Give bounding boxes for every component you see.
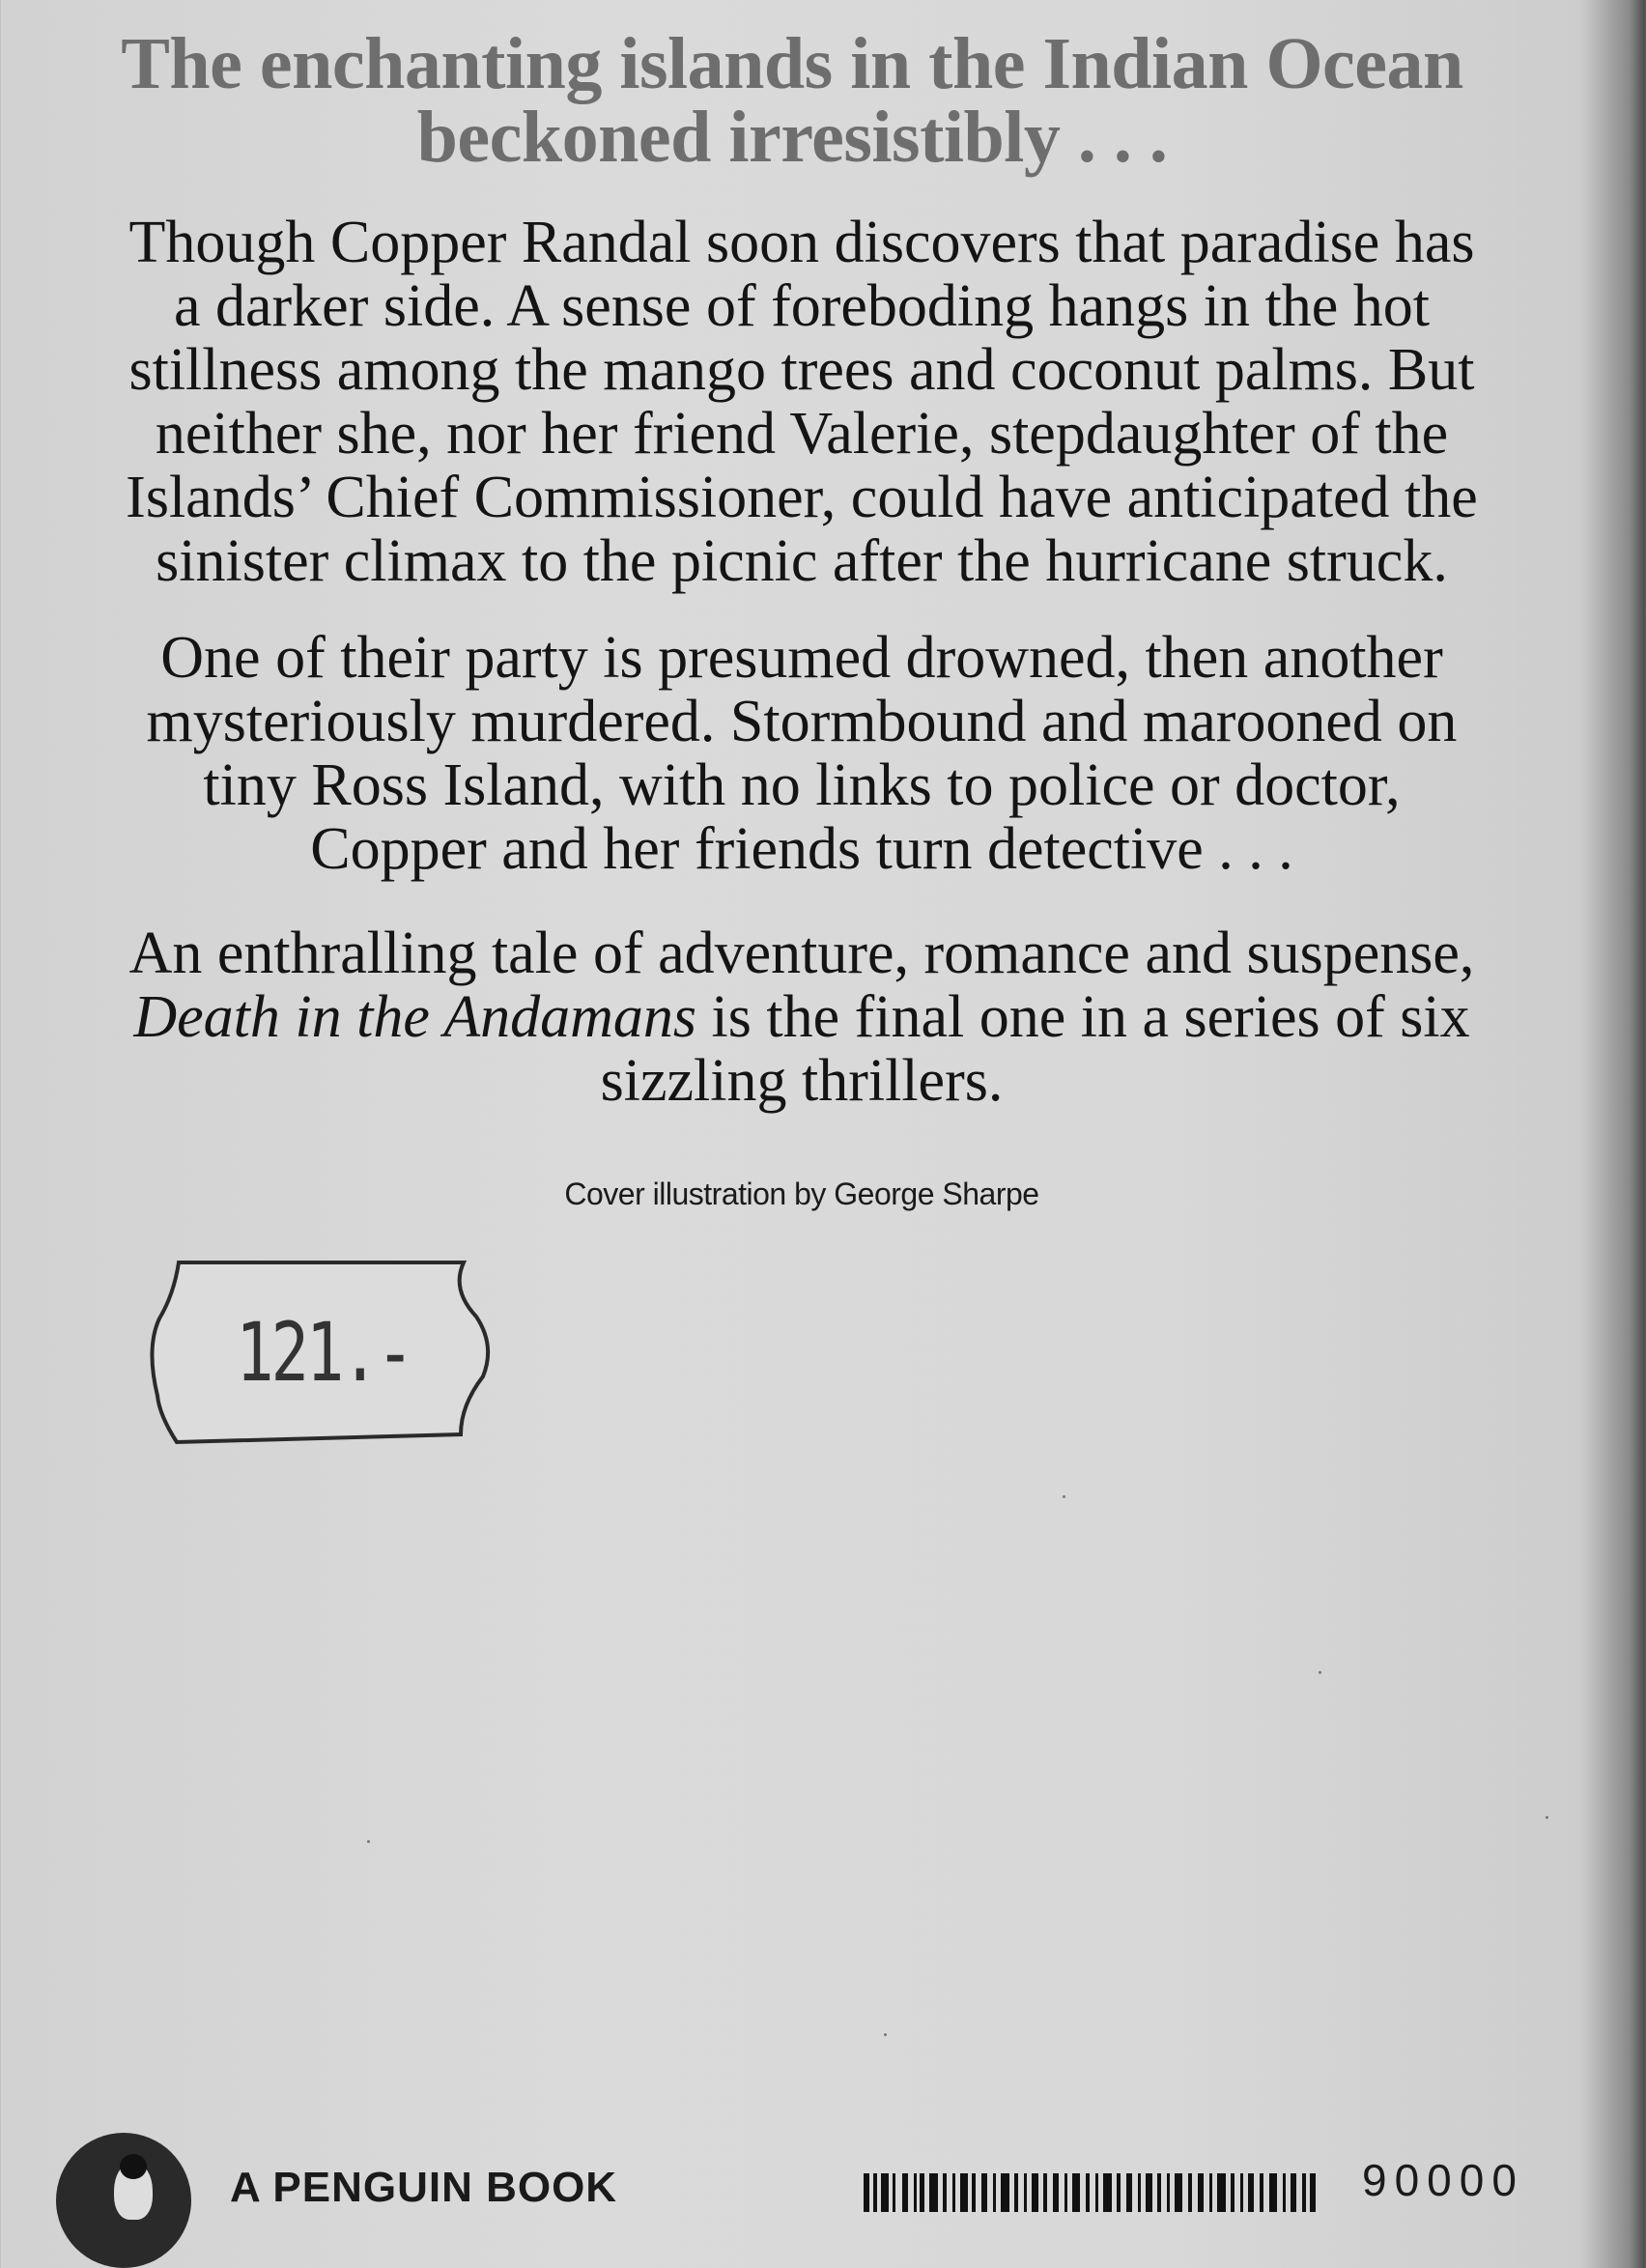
blurb-line-rest: is the final one in a series of six	[696, 984, 1470, 1050]
blurb-line: An enthralling tale of adventure, romance and suspense,	[128, 921, 1475, 986]
footer	[0, 2125, 1646, 2211]
book-title: Death in the Andamans	[133, 984, 696, 1050]
cover-illustration-credit: Cover illustration by George Sharpe	[564, 1177, 1039, 1211]
blurb-line: One of their party is presumed drowned, then another	[160, 625, 1443, 691]
publisher-label: A PENGUIN BOOK	[230, 2164, 618, 2211]
blurb-line: Islands’ Chief Commissioner, could have anticipated the	[126, 465, 1478, 530]
blurb-line: sizzling thrillers.	[600, 1048, 1004, 1114]
headline-line: beckoned irresistibly . . .	[416, 97, 1168, 178]
penguin-logo-icon	[56, 2133, 191, 2268]
blurb-line: neither she, nor her friend Valerie, stepdaughter of the	[155, 401, 1449, 467]
blurb-line: a darker side. A sense of foreboding hangs in the hot	[174, 273, 1430, 339]
blurb-paragraph-2	[77, 626, 1526, 881]
price-sticker	[150, 1251, 497, 1454]
blurb-line: sinister climax to the picnic after the hurricane struck.	[156, 528, 1448, 594]
blurb-line: Though Copper Randal soon discovers that paradise has	[128, 210, 1475, 275]
blurb-line: tiny Ross Island, with no links to police or doctor,	[203, 752, 1401, 818]
blurb-line-with-title	[77, 985, 1526, 1049]
blurb-paragraph-1	[77, 211, 1526, 593]
paper-speck	[884, 2033, 887, 2036]
barcode-icon	[864, 2173, 1318, 2212]
paper-speck	[1063, 1495, 1065, 1498]
isbn-digits: 90000	[1362, 2155, 1524, 2205]
headline-line: The enchanting islands in the Indian Ocean	[121, 23, 1463, 104]
headline	[58, 23, 1526, 178]
paper-speck	[1546, 1816, 1548, 1819]
price-value: 121.-	[236, 1305, 412, 1400]
paper-speck	[367, 1840, 370, 1843]
blurb-line: mysteriously murdered. Stormbound and marooned on	[146, 689, 1458, 754]
blurb-paragraph-3	[77, 921, 1526, 1113]
blurb-line: Copper and her friends turn detective . . .	[310, 816, 1293, 882]
blurb-line: stillness among the mango trees and coconut palms. But	[128, 337, 1475, 403]
paper-speck	[1319, 1671, 1321, 1674]
